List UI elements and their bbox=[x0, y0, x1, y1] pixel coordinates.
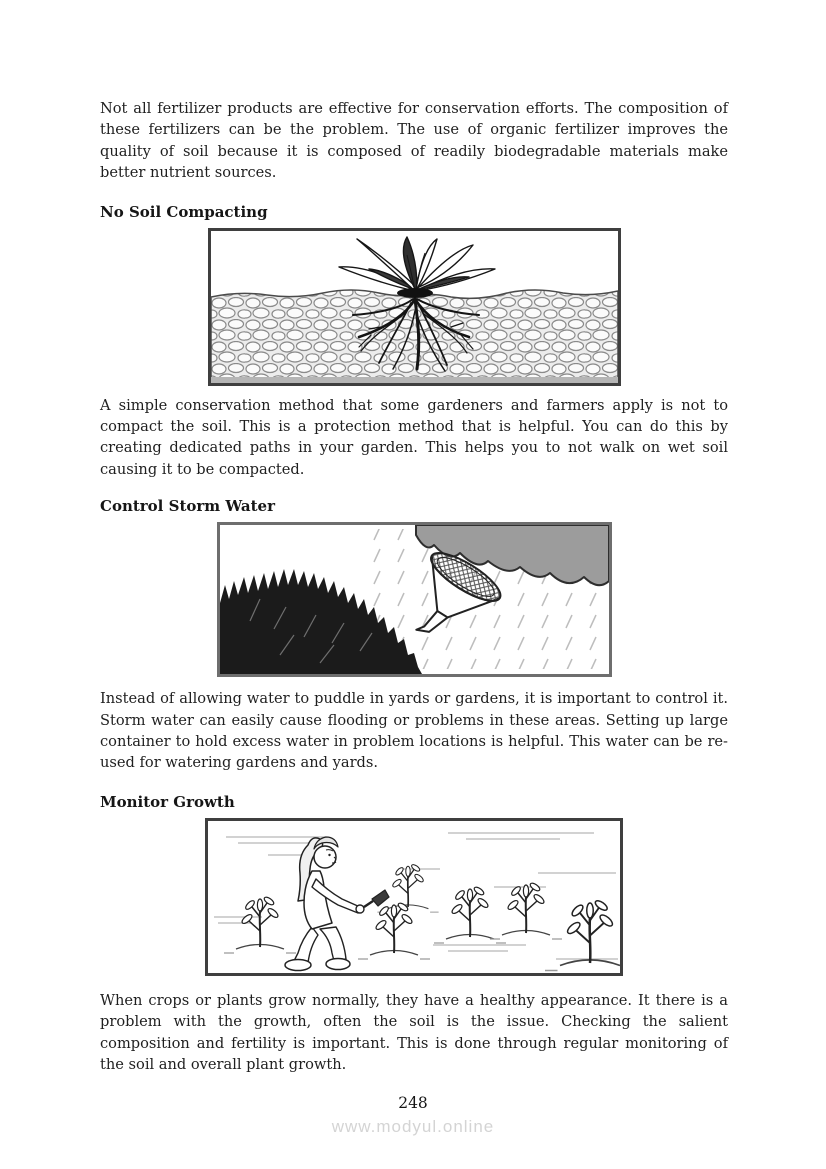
heading-no-soil-compacting: No Soil Compacting bbox=[100, 202, 268, 221]
intro-paragraph: Not all fertilizer products are effective for conservation efforts. The composition of these fertilizers can be the problem. The use of organic fertilizer improves the quality of soil because it is composed of readily biodegradable materials make better nutrient sources. bbox=[100, 100, 728, 182]
gardener-saplings-illustration bbox=[208, 821, 620, 973]
page-footer bbox=[0, 1094, 826, 1137]
figure-plant-roots-soil bbox=[208, 228, 621, 386]
figure-funnel-storm-water bbox=[217, 522, 612, 677]
watermark-url: www.modyul.online bbox=[331, 1117, 495, 1136]
page-content bbox=[100, 98, 728, 1076]
monitor-growth-paragraph: When crops or plants grow normally, they have a healthy appearance. It there is a problem with the growth, often the soil is the issue. Checking the salient composition and fertility is important. This is done through regular monitoring of the soil and overall plant growth. bbox=[100, 991, 728, 1074]
plant-base bbox=[397, 288, 433, 298]
no-soil-compacting-paragraph: A simple conservation method that some gardeners and farmers apply is not to compact the soil. This is a protection method that is helpful. You can do this by creating dedicated paths in your garden. This helps you to not walk on wet soil causing it to be compacted. bbox=[100, 396, 728, 478]
heading-monitor-growth: Monitor Growth bbox=[100, 792, 235, 811]
plant-roots-soil-illustration bbox=[211, 231, 618, 383]
funnel-rain-illustration bbox=[220, 525, 609, 674]
gardener-head bbox=[314, 846, 336, 868]
page-number: 248 bbox=[398, 1094, 428, 1112]
heading-control-storm-water: Control Storm Water bbox=[100, 497, 276, 516]
figure-gardener-monitoring bbox=[205, 818, 623, 976]
control-storm-water-paragraph: Instead of allowing water to puddle in yards or gardens, it is important to control it. Storm water can easily cause flooding or problems in these areas. Setting up large container to hold excess water in problem locations is helpful. This water can be re-used for watering gardens and yards. bbox=[100, 690, 728, 772]
